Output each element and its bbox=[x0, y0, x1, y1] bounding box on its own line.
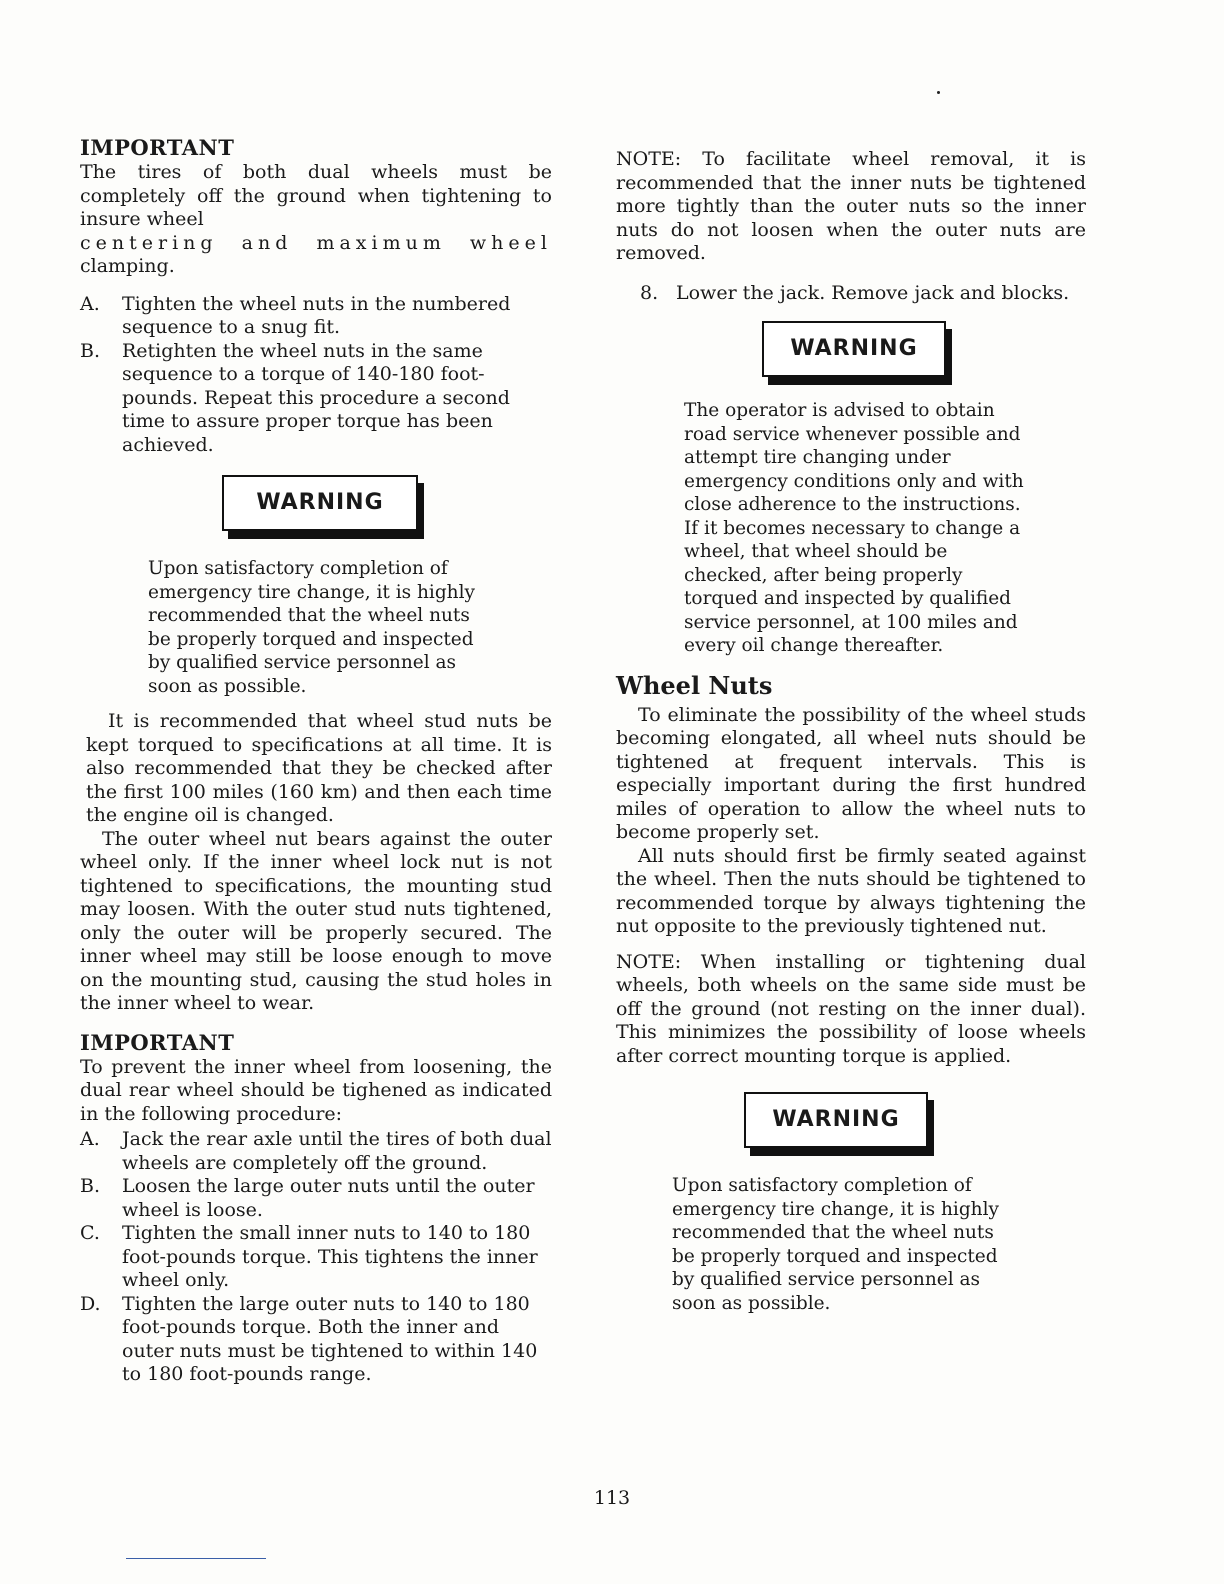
warning-text-1: Upon satisfactory completion of emergency tire change, it is highly recommended that the wheel nuts be properly torqued and inspected by qualified service personnel as soon as possible. bbox=[148, 558, 475, 697]
warning-label-box: WARNING bbox=[222, 475, 418, 531]
warning-label-box: WARNING bbox=[744, 1092, 928, 1148]
step-text: Tighten the wheel nuts in the numbered sequence to a snug fit. bbox=[122, 292, 511, 338]
step-text: Loosen the large outer nuts until the outer wheel is loose. bbox=[122, 1175, 535, 1221]
left-column bbox=[80, 135, 552, 1387]
note-wheel-removal: NOTE: To facilitate wheel removal, it is recommended that the inner nuts be tightened more tightly than the outer nuts so the inner nuts do not loosen when the outer nuts are removed. bbox=[616, 148, 1086, 264]
speck bbox=[937, 91, 940, 94]
warning-text-3: Upon satisfactory completion of emergency tire change, it is highly recommended that the wheel nuts be properly torqued and inspected by qualified service personnel as soon as possible. bbox=[672, 1175, 999, 1314]
steps-list-2 bbox=[80, 1128, 552, 1387]
list-item bbox=[80, 1175, 552, 1222]
step-text: Jack the rear axle until the tires of both dual wheels are completely off the ground. bbox=[122, 1128, 552, 1174]
note-dual-wheels: NOTE: When installing or tightening dual wheels, both wheels on the same side must be off the ground (not resting on the inner dual). This minimizes the possibility of loose wheels after correct mounting torque is applied. bbox=[616, 950, 1086, 1067]
list-item bbox=[80, 1128, 552, 1175]
footer-line bbox=[126, 1558, 266, 1559]
right-column bbox=[616, 148, 1086, 1315]
step-mark: A. bbox=[80, 1128, 100, 1150]
step-mark: A. bbox=[80, 292, 100, 315]
list-item bbox=[80, 340, 552, 458]
warning-callout-3 bbox=[616, 1082, 1086, 1156]
important-heading-2: IMPORTANT bbox=[80, 1029, 235, 1055]
important-text-1a: The tires of both dual wheels must be completely off the ground when tightening to insure wheel bbox=[80, 161, 552, 230]
step-mark: B. bbox=[80, 339, 101, 362]
wheel-nuts-heading: Wheel Nuts bbox=[616, 670, 773, 700]
step-mark: B. bbox=[80, 1175, 101, 1197]
paragraph-firmly-seated: All nuts should first be firmly seated against the wheel. Then the nuts should be tightened to recommended torque by always tightening the nut opposite to the previously tightened nut. bbox=[616, 844, 1086, 937]
step-mark: C. bbox=[80, 1222, 100, 1244]
steps-list-1 bbox=[80, 293, 552, 458]
important-text-2: To prevent the inner wheel from loosening, the dual rear wheel should be tighened as indicated in the following procedure: bbox=[80, 1055, 552, 1125]
steps-list-3 bbox=[616, 282, 1086, 306]
important-text-1b: centering and maximum wheel bbox=[80, 231, 552, 254]
step-text: Lower the jack. Remove jack and blocks. bbox=[676, 281, 1070, 304]
list-item bbox=[80, 1293, 552, 1387]
paragraph-outer-wheel: The outer wheel nut bears against the outer wheel only. If the inner wheel lock nut is not tightened to specifications, the mounting stud may loosen. With the outer stud nuts tightened, only the outer will be properly secured. The inner wheel may still be loose enough to move on the mounting stud, causing the stud holes in the inner wheel to wear. bbox=[80, 827, 552, 1014]
step-text: Tighten the large outer nuts to 140 to 180 foot-pounds torque. Both the inner and outer nuts must be tightened to within 140 to 180 foot-pounds range. bbox=[122, 1292, 538, 1385]
warning-text-2: The operator is advised to obtain road service whenever possible and attempt tire changing under emergency conditions only and with close adherence to the instructions. If it becomes necessary to change a wheel, that wheel should be checked, after being properly torqued and inspected by qualified service personnel, at 100 miles and every oil change thereafter. bbox=[684, 400, 1024, 656]
important-heading-1: IMPORTANT bbox=[80, 135, 235, 160]
list-item bbox=[80, 293, 552, 340]
warning-callout-1 bbox=[80, 469, 552, 539]
step-mark: D. bbox=[80, 1292, 101, 1315]
step-mark: 8. bbox=[640, 281, 659, 304]
step-text: Retighten the wheel nuts in the same sequence to a torque of 140-180 foot-pounds. Repeat this procedure a second time to assure proper torque has been achieved. bbox=[122, 339, 510, 456]
page-number: 113 bbox=[593, 1487, 631, 1509]
list-item bbox=[616, 282, 1086, 306]
step-text: Tighten the small inner nuts to 140 to 180 foot-pounds torque. This tightens the inner wheel only. bbox=[122, 1222, 538, 1291]
warning-callout-2 bbox=[616, 315, 1086, 381]
list-item bbox=[80, 1222, 552, 1293]
warning-label-box: WARNING bbox=[762, 321, 946, 377]
paragraph-stud-nuts: It is recommended that wheel stud nuts be kept torqued to specifications at all time. It is also recommended that they be checked after the first 100 miles (160 km) and then each time the engine oil is changed. bbox=[86, 710, 552, 826]
paragraph-elongated: To eliminate the possibility of the wheel studs becoming elongated, all wheel nuts should be tightened at frequent intervals. This is especially important during the first hundred miles of operation to allow the wheel nuts to become properly set. bbox=[616, 703, 1086, 843]
important-text-1c: clamping. bbox=[80, 255, 175, 277]
